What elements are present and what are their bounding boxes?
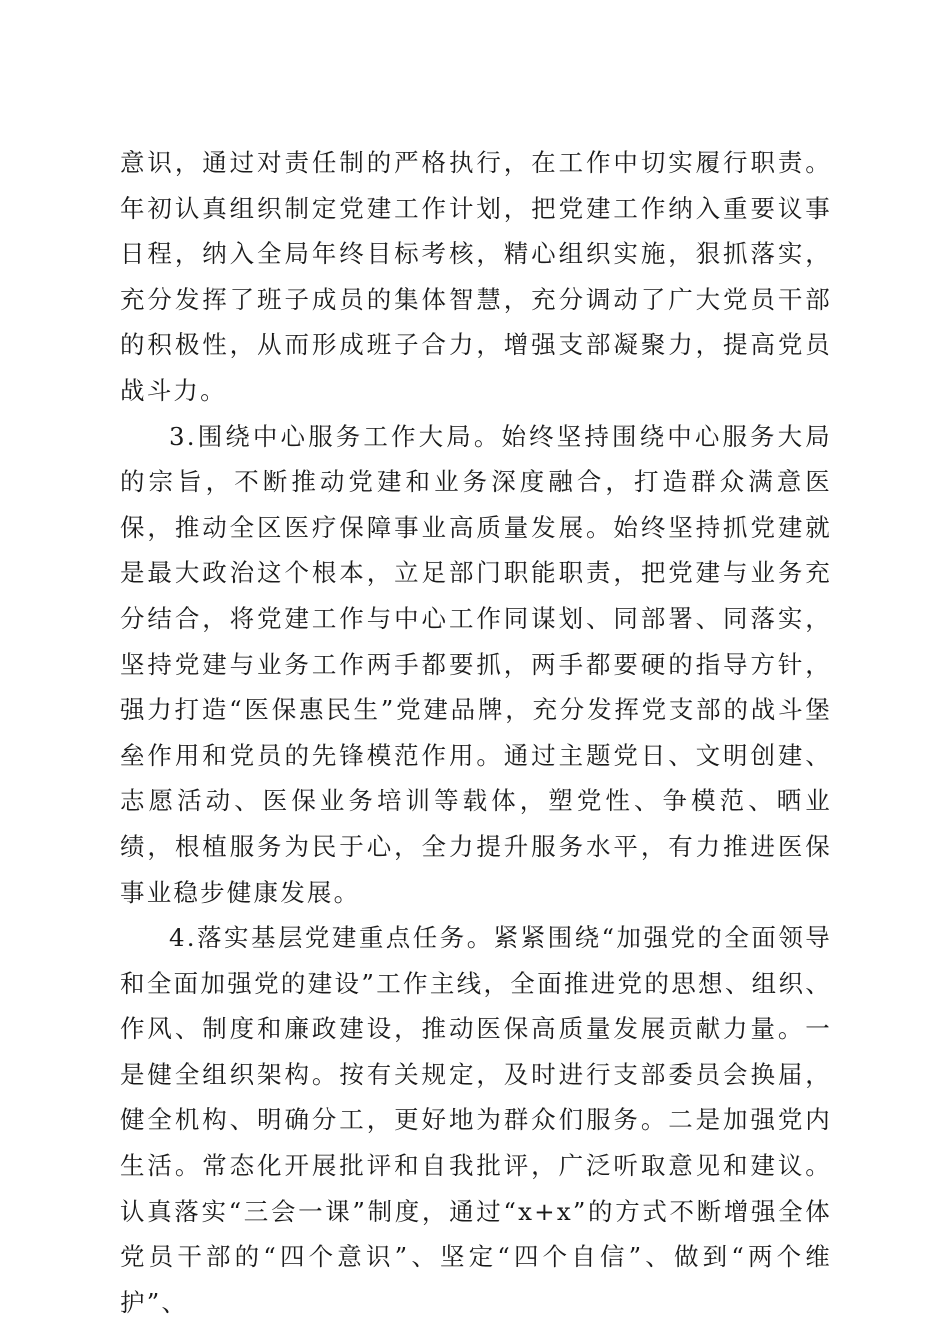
paragraph-item-4: 4.落实基层党建重点任务。紧紧围绕“加强党的全面领导和全面加强党的建设”工作主线，全面推进党的思想、组织、作风、制度和廉政建设，推动医保高质量发展贡献力量。一是健全组织架构。按有关规定，及时进行支部委员会换届，健全机构、明确分工，更好地为群众们服务。二是加强党内生活。常态化开展批评和自我批评，广泛听取意见和建议。认真落实“三会一课”制度，通过“x+x”的方式不断增强全体党员干部的“四个意识”、坚定“四个自信”、做到“两个维护”、 (120, 923, 832, 1317)
paragraph-continuation: 意识，通过对责任制的严格执行，在工作中切实履行职责。年初认真组织制定党建工作计划，把党建工作纳入重要议事日程，纳入全局年终目标考核，精心组织实施，狠抓落实，充分发挥了班子成员的集体智慧，充分调动了广大党员干部的积极性，从而形成班子合力，增强支部凝聚力，提高党员战斗力。 (120, 148, 832, 405)
paragraph-item-3: 3.围绕中心服务工作大局。始终坚持围绕中心服务大局的宗旨，不断推动党建和业务深度融合，打造群众满意医保，推动全区医疗保障事业高质量发展。始终坚持抓党建就是最大政治这个根本，立足部门职能职责，把党建与业务充分结合，将党建工作与中心工作同谋划、同部署、同落实，坚持党建与业务工作两手都要抓，两手都要硬的指导方针，强力打造“医保惠民生”党建品牌，充分发挥党支部的战斗堡垒作用和党员的先锋模范作用。通过主题党日、文明创建、志愿活动、医保业务培训等载体，塑党性、争模范、晒业绩，根植服务为民于心，全力提升服务水平，有力推进医保事业稳步健康发展。 (120, 421, 832, 907)
document-body (120, 140, 832, 1325)
